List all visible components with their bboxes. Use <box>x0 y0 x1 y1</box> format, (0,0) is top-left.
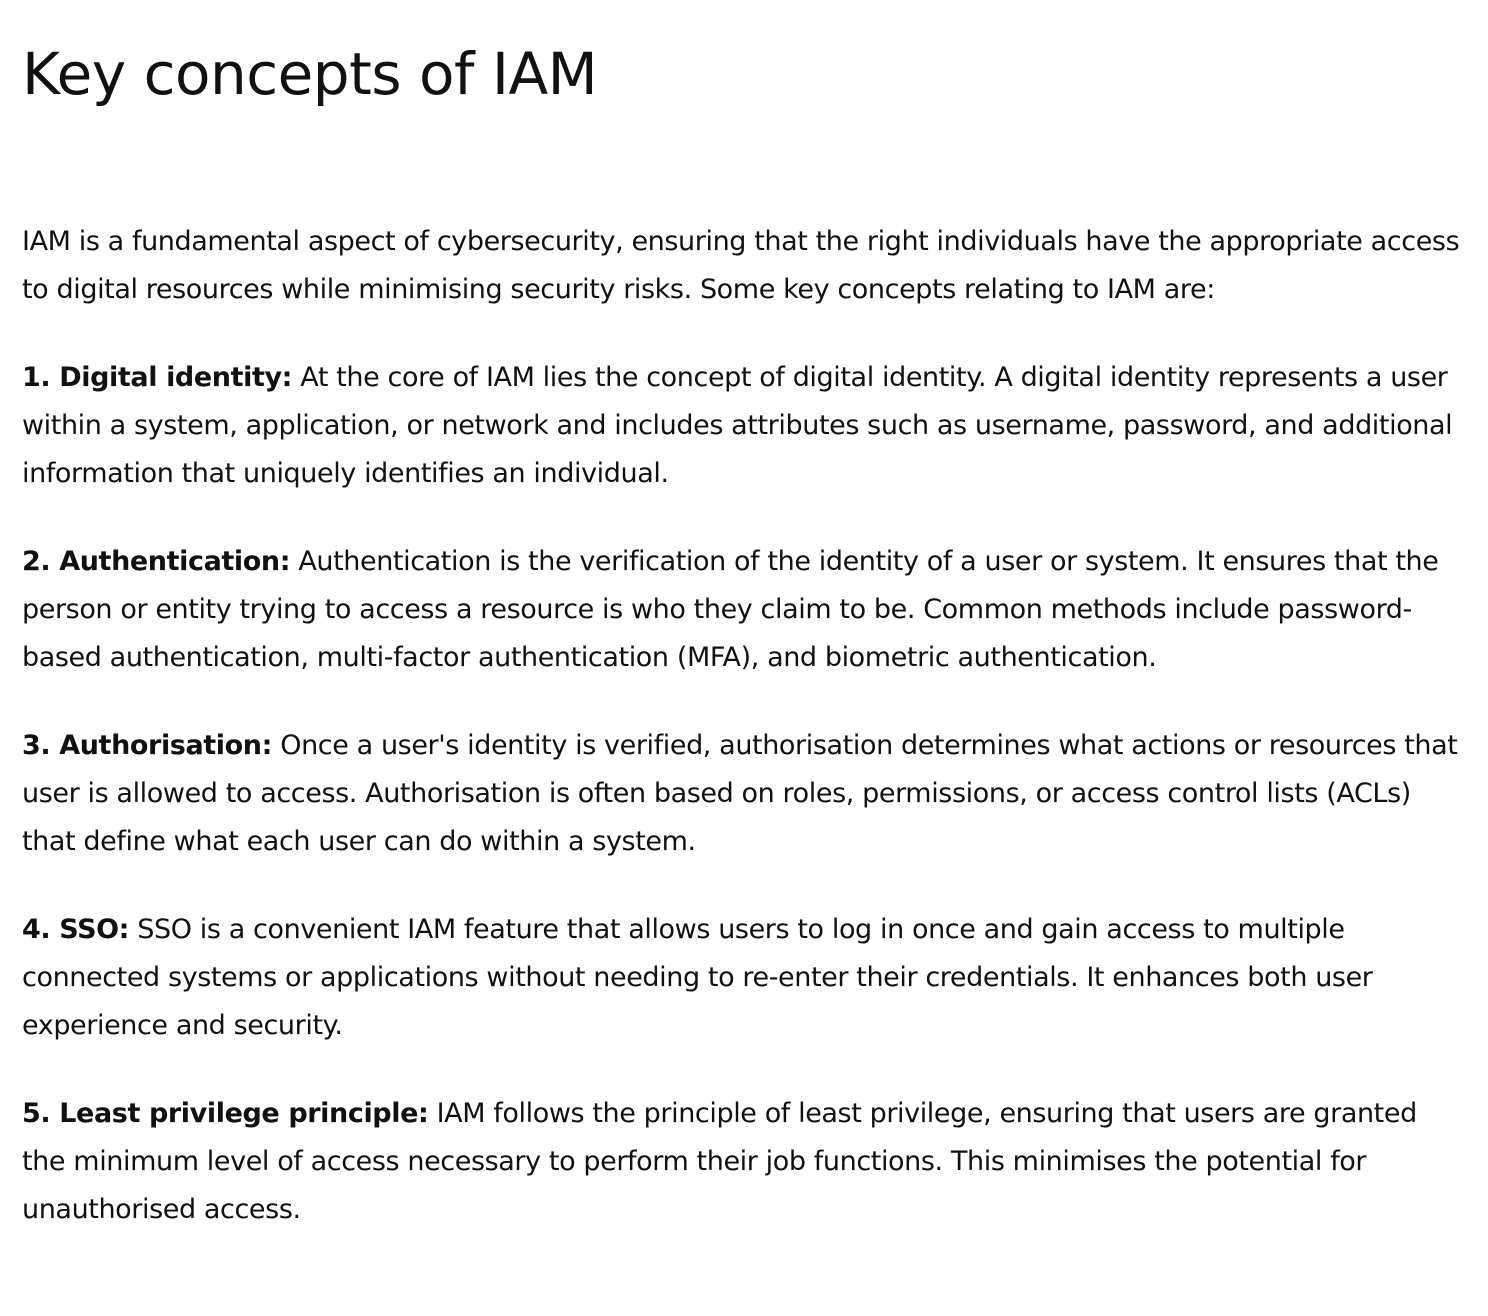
concept-text: Authentication is the verification of the identity of a user or system. It ensures that the person or entity trying to access a resource is who they claim to be. Common methods include password-based authentication, multi-factor authentication (MFA), and biometric authentication. <box>22 546 1439 673</box>
intro-paragraph: IAM is a fundamental aspect of cybersecurity, ensuring that the right individuals have the appropriate access to digital resources while minimising security risks. Some key concepts relating to IAM are: <box>22 226 1460 305</box>
concept-label: 5. Least privilege principle: <box>22 1098 429 1129</box>
concept-text: IAM follows the principle of least privilege, ensuring that users are granted the minimum level of access necessary to perform their job functions. This minimises the potential for unauthorised access. <box>22 1098 1417 1225</box>
concept-label: 1. Digital identity: <box>22 362 293 393</box>
concept-text: At the core of IAM lies the concept of digital identity. A digital identity represents a user within a system, application, or network and includes attributes such as username, password, and additional information that uniquely identifies an individual. <box>22 362 1453 489</box>
page-title: Key concepts of IAM <box>22 40 598 108</box>
concept-text: Once a user's identity is verified, authorisation determines what actions or resources that user is allowed to access. Authorisation is often based on roles, permissions, or access control lists (ACLs) that define what each user can do within a system. <box>22 730 1458 857</box>
concept-label: 2. Authentication: <box>22 546 291 577</box>
concept-text: SSO is a convenient IAM feature that allows users to log in once and gain access to multiple connected systems or applications without needing to re-enter their credentials. It enhances both user experience and security. <box>22 914 1373 1041</box>
concept-digital-identity <box>22 354 1466 498</box>
concept-authorisation <box>22 722 1466 866</box>
concept-sso <box>22 906 1466 1050</box>
concept-authentication <box>22 538 1466 682</box>
concept-least-privilege <box>22 1090 1466 1234</box>
concept-label: 4. SSO: <box>22 914 130 945</box>
concept-label: 3. Authorisation: <box>22 730 273 761</box>
